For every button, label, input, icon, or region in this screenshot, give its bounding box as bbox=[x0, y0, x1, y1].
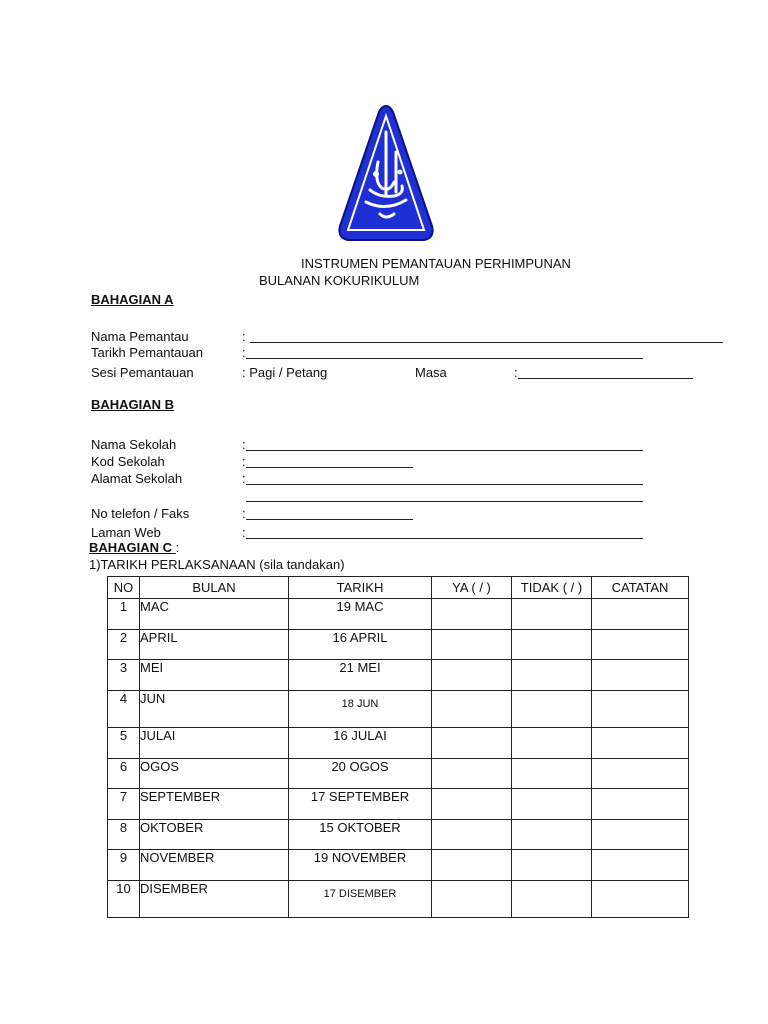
alamat-sekolah-field[interactable] bbox=[246, 484, 643, 485]
kod-sekolah-field[interactable] bbox=[246, 467, 413, 468]
row-no: 10 bbox=[108, 880, 140, 918]
nama-sekolah-field[interactable] bbox=[246, 450, 643, 451]
table-row bbox=[108, 789, 689, 820]
table-row bbox=[108, 690, 689, 728]
row-ya-cell[interactable] bbox=[432, 690, 512, 728]
row-bulan: NOVEMBER bbox=[140, 850, 289, 881]
row-bulan: DISEMBER bbox=[140, 880, 289, 918]
row-tarikh: 21 MEI bbox=[289, 660, 432, 691]
row-no: 3 bbox=[108, 660, 140, 691]
row-ya-cell[interactable] bbox=[432, 819, 512, 850]
row-bulan: OKTOBER bbox=[140, 819, 289, 850]
document-title-line-2: BULANAN KOKURIKULUM bbox=[259, 273, 420, 288]
nama-sekolah-label: Nama Sekolah bbox=[91, 437, 177, 452]
table-row bbox=[108, 819, 689, 850]
perlaksanaan-table bbox=[107, 576, 689, 918]
alamat-sekolah-label: Alamat Sekolah bbox=[91, 471, 183, 486]
bahagian-c-heading-wrapper bbox=[89, 540, 179, 555]
colon: : bbox=[242, 471, 246, 486]
row-tidak-cell[interactable] bbox=[512, 789, 592, 820]
row-catatan-cell[interactable] bbox=[592, 880, 689, 918]
table-row bbox=[108, 880, 689, 918]
row-tarikh: 19 MAC bbox=[289, 599, 432, 630]
row-bulan: JUN bbox=[140, 690, 289, 728]
row-catatan-cell[interactable] bbox=[592, 660, 689, 691]
kod-sekolah-label: Kod Sekolah bbox=[91, 454, 165, 469]
row-tarikh: 19 NOVEMBER bbox=[289, 850, 432, 881]
header-ya: YA ( / ) bbox=[432, 577, 512, 599]
header-bulan: BULAN bbox=[140, 577, 289, 599]
table-row bbox=[108, 850, 689, 881]
row-ya-cell[interactable] bbox=[432, 850, 512, 881]
row-ya-cell[interactable] bbox=[432, 758, 512, 789]
row-tidak-cell[interactable] bbox=[512, 660, 592, 691]
row-catatan-cell[interactable] bbox=[592, 789, 689, 820]
bahagian-c-colon: : bbox=[175, 540, 180, 555]
row-catatan-cell[interactable] bbox=[592, 758, 689, 789]
header-tarikh: TARIKH bbox=[289, 577, 432, 599]
table-header-row bbox=[108, 577, 689, 599]
tarikh-pemantauan-field[interactable] bbox=[246, 358, 643, 359]
row-bulan: SEPTEMBER bbox=[140, 789, 289, 820]
row-tarikh: 16 APRIL bbox=[289, 629, 432, 660]
row-ya-cell[interactable] bbox=[432, 789, 512, 820]
masa-field[interactable] bbox=[518, 378, 693, 379]
row-bulan: MEI bbox=[140, 660, 289, 691]
row-catatan-cell[interactable] bbox=[592, 850, 689, 881]
row-tarikh: 16 JULAI bbox=[289, 728, 432, 759]
row-catatan-cell[interactable] bbox=[592, 599, 689, 630]
row-no: 7 bbox=[108, 789, 140, 820]
row-no: 4 bbox=[108, 690, 140, 728]
row-tarikh: 17 DISEMBER bbox=[289, 880, 432, 918]
row-no: 8 bbox=[108, 819, 140, 850]
row-tidak-cell[interactable] bbox=[512, 690, 592, 728]
row-no: 6 bbox=[108, 758, 140, 789]
row-ya-cell[interactable] bbox=[432, 599, 512, 630]
no-telefon-field[interactable] bbox=[246, 519, 413, 520]
row-catatan-cell[interactable] bbox=[592, 629, 689, 660]
sesi-pemantauan-label: Sesi Pemantauan bbox=[91, 365, 194, 380]
tarikh-pemantauan-label: Tarikh Pemantauan bbox=[91, 345, 204, 360]
row-bulan: MAC bbox=[140, 599, 289, 630]
row-tidak-cell[interactable] bbox=[512, 629, 592, 660]
laman-web-label: Laman Web bbox=[91, 525, 161, 540]
row-no: 1 bbox=[108, 599, 140, 630]
no-telefon-label: No telefon / Faks bbox=[91, 506, 190, 521]
colon: : bbox=[242, 437, 246, 452]
colon: : bbox=[242, 329, 246, 344]
header-catatan: CATATAN bbox=[592, 577, 689, 599]
row-tarikh: 15 OKTOBER bbox=[289, 819, 432, 850]
row-bulan: APRIL bbox=[140, 629, 289, 660]
sesi-value: : Pagi / Petang bbox=[242, 365, 328, 380]
table-row bbox=[108, 599, 689, 630]
row-tarikh: 20 OGOS bbox=[289, 758, 432, 789]
table-row bbox=[108, 660, 689, 691]
row-ya-cell[interactable] bbox=[432, 629, 512, 660]
header-no: NO bbox=[108, 577, 140, 599]
row-tidak-cell[interactable] bbox=[512, 880, 592, 918]
row-tidak-cell[interactable] bbox=[512, 599, 592, 630]
bahagian-b-heading: BAHAGIAN B bbox=[91, 397, 175, 412]
document-title-line-1: INSTRUMEN PEMANTAUAN PERHIMPUNAN bbox=[301, 256, 571, 271]
laman-web-field[interactable] bbox=[246, 538, 643, 539]
row-tidak-cell[interactable] bbox=[512, 819, 592, 850]
row-no: 9 bbox=[108, 850, 140, 881]
bahagian-c-subtitle: 1)TARIKH PERLAKSANAAN (sila tandakan) bbox=[89, 557, 345, 572]
colon: : bbox=[242, 345, 246, 360]
row-catatan-cell[interactable] bbox=[592, 690, 689, 728]
nama-pemantau-label: Nama Pemantau bbox=[91, 329, 189, 344]
row-catatan-cell[interactable] bbox=[592, 819, 689, 850]
row-ya-cell[interactable] bbox=[432, 880, 512, 918]
table-row bbox=[108, 758, 689, 789]
table-row bbox=[108, 728, 689, 759]
bahagian-c-heading: BAHAGIAN C bbox=[89, 540, 176, 555]
row-bulan: JULAI bbox=[140, 728, 289, 759]
colon: : bbox=[242, 525, 246, 540]
school-crest-icon bbox=[336, 102, 436, 244]
row-tarikh: 18 JUN bbox=[289, 690, 432, 728]
row-tidak-cell[interactable] bbox=[512, 728, 592, 759]
table-row bbox=[108, 629, 689, 660]
row-bulan: OGOS bbox=[140, 758, 289, 789]
row-no: 5 bbox=[108, 728, 140, 759]
colon: : bbox=[242, 506, 246, 521]
nama-pemantau-field[interactable] bbox=[250, 342, 723, 343]
row-tarikh: 17 SEPTEMBER bbox=[289, 789, 432, 820]
bahagian-a-heading: BAHAGIAN A bbox=[91, 292, 174, 307]
row-ya-cell[interactable] bbox=[432, 728, 512, 759]
masa-label: Masa bbox=[415, 365, 447, 380]
header-tidak: TIDAK ( / ) bbox=[512, 577, 592, 599]
row-no: 2 bbox=[108, 629, 140, 660]
row-catatan-cell[interactable] bbox=[592, 728, 689, 759]
row-ya-cell[interactable] bbox=[432, 660, 512, 691]
row-tidak-cell[interactable] bbox=[512, 850, 592, 881]
colon: : bbox=[242, 454, 246, 469]
colon: : bbox=[514, 365, 518, 380]
alamat-sekolah-field-line-2[interactable] bbox=[246, 501, 643, 502]
row-tidak-cell[interactable] bbox=[512, 758, 592, 789]
